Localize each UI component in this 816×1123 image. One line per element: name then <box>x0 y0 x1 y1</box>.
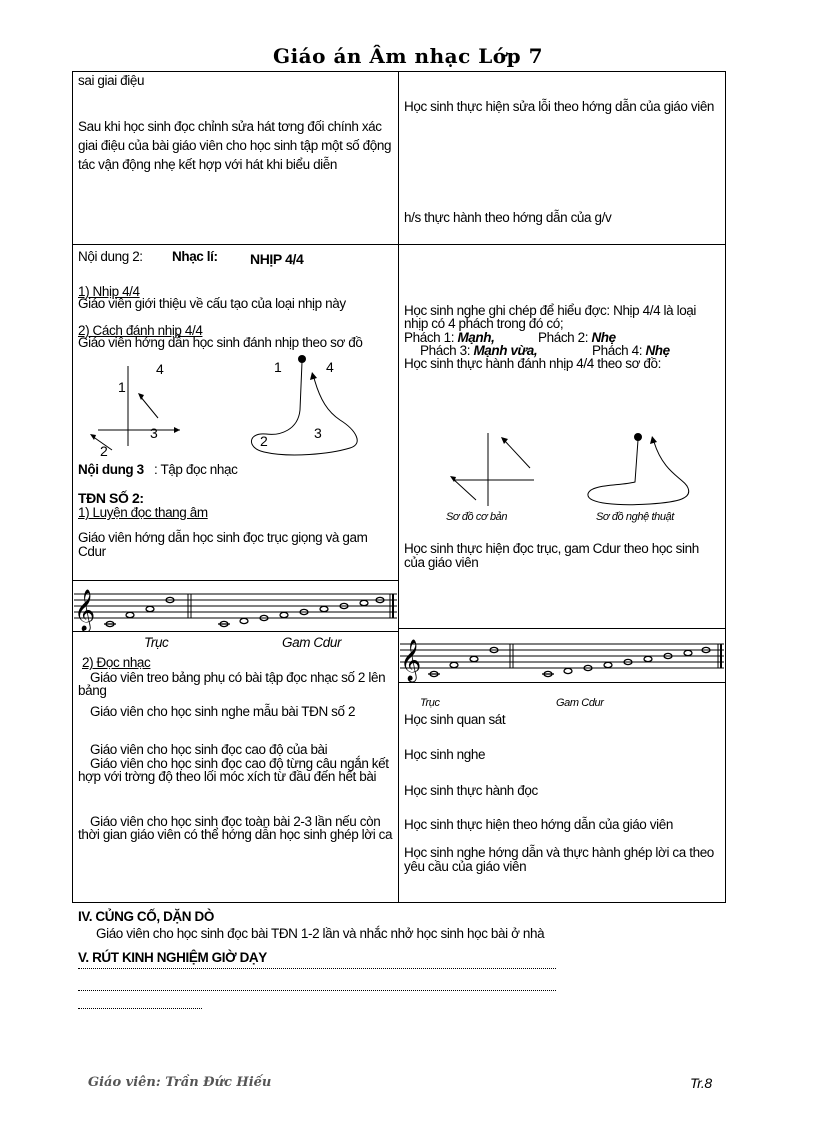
staff-right <box>398 628 726 683</box>
row1-left-line1: sai giai điệu <box>78 73 145 88</box>
footer-teacher: Giáo viên: Trần Đức Hiếu <box>88 1075 272 1090</box>
row1-right-paragraph2: h/s thực hành theo hớng dẫn của g/v <box>404 210 612 225</box>
beat-label-3: 3 <box>150 425 158 441</box>
staff-right-label-axis: Trục <box>420 697 440 709</box>
rhythm-title: NHỊP 4/4 <box>250 251 304 267</box>
beat-diagram-artistic <box>240 350 370 460</box>
read-para3: Giáo viên cho học sinh đọc cao độ của bài <box>90 742 328 757</box>
table-border-right <box>725 71 726 903</box>
treble-clef-icon: 𝄞 <box>74 590 96 631</box>
read-para2: Giáo viên cho học sinh nghe mẫu bài TĐN số 2 <box>90 704 356 719</box>
beat-label-1: 1 <box>118 379 126 395</box>
notes-line-3 <box>78 1008 202 1009</box>
item1-text: Giáo viên giới thiệu về cấu tạo của loại nhịp này <box>78 296 346 311</box>
item2-text: Giáo viên hớng dẫn học sinh đánh nhịp theo sơ đồ <box>78 335 363 350</box>
scale-text: Giáo viên hớng dẫn học sinh đọc trục giọng và gam Cdur <box>78 530 368 559</box>
section5-title: V. RÚT KINH NGHIỆM GIỜ DẠY <box>78 950 267 965</box>
table-border-top <box>72 71 726 72</box>
beat4-label: Phách 4: Nhẹ <box>592 343 670 358</box>
beat2-label: Phách 2: Nhẹ <box>538 330 616 345</box>
section4-title: IV. CỦNG CỐ, DẶN DÒ <box>78 909 214 924</box>
staff-left-label-axis: Trục <box>144 635 169 650</box>
row1-left-paragraph: Sau khi học sinh đọc chỉnh sửa hát tơng đối chính xác giai điệu của bài giáo viên cho học sinh tập một số động tác vận động nhẹ kết hợp với hát khi biểu diễn <box>78 119 392 172</box>
notes-line-1 <box>78 968 556 969</box>
beat1-label: Phách 1: Mạnh, <box>404 330 495 345</box>
beat-diagram-basic-right <box>446 428 556 513</box>
read-para5: Giáo viên cho học sinh đọc toàn bài 2-3 lần nếu còn thời gian giáo viên có thể hớng dẫn học sinh ghép lời ca <box>78 814 393 842</box>
table-border-left <box>72 71 73 903</box>
read-heading: 2) Đọc nhạc <box>82 655 151 670</box>
content3-text: : Tập đọc nhạc <box>154 462 238 477</box>
notes-line-2 <box>78 990 556 991</box>
beat-label-2: 2 <box>100 443 108 458</box>
footer-page-number: Tr.8 <box>690 1075 712 1091</box>
item1-heading: 1) Nhịp 4/4 <box>78 284 140 299</box>
row1-right-paragraph1: Học sinh thực hiện sửa lỗi theo hớng dẫn của giáo viên <box>404 99 715 114</box>
art-beat-label-4: 4 <box>326 359 334 375</box>
scale-heading: 1) Luyện đọc thang âm <box>78 505 208 520</box>
art-beat-label-2: 2 <box>260 433 268 449</box>
row2-right-para2: Học sinh thực hành đánh nhịp 4/4 theo sơ đồ: <box>404 356 661 371</box>
table-row-divider <box>72 244 726 245</box>
content3-label: Nội dung 3 <box>78 462 144 477</box>
diagram-basic-caption: Sơ đồ cơ bản <box>446 511 508 523</box>
beat3-label: Phách 3: Mạnh vừa, <box>420 343 538 358</box>
table-column-divider <box>398 71 399 903</box>
beat-label-4: 4 <box>156 361 164 377</box>
row2-right-practice: Học sinh thực hành đọc <box>404 783 538 798</box>
art-beat-label-1: 1 <box>274 359 282 375</box>
beat-diagram-art-right <box>580 430 695 510</box>
row2-right-follow: Học sinh thực hiện theo hớng dẫn của giáo viên <box>404 817 673 832</box>
read-para4: Giáo viên cho học sinh đọc cao độ từng câu ngắn kết hợp với trờng độ theo lối móc xích từ đầu đến hết bài <box>78 756 389 784</box>
row2-right-para3: Học sinh thực hiện đọc trục, gam Cdur theo học sinh của giáo viên <box>404 541 699 570</box>
read-para1: Giáo viên treo bảng phụ có bài tập đọc nhạc số 2 lên bảng <box>78 670 386 698</box>
music-theory-label: Nhạc lí: <box>172 249 218 264</box>
row2-right-lyrics: Học sinh nghe hớng dẫn và thực hành ghép lời ca theo yêu cầu của giáo viên <box>404 845 714 874</box>
beat-diagram-basic <box>84 358 204 458</box>
section4-text: Giáo viên cho học sinh đọc bài TĐN 1-2 lần và nhắc nhở học sinh học bài ở nhà <box>96 926 545 941</box>
treble-clef-icon-right: 𝄞 <box>400 640 422 681</box>
staff-right-label-scale: Gam Cdur <box>556 697 604 709</box>
diagram-art-caption: Sơ đồ nghệ thuật <box>596 511 674 523</box>
table-border-bottom <box>72 902 726 903</box>
content2-label: Nội dung 2: <box>78 249 143 264</box>
staff-left-label-scale: Gam Cdur <box>282 635 342 650</box>
art-beat-label-3: 3 <box>314 425 322 441</box>
tdn-title: TĐN SỐ 2: <box>78 490 144 506</box>
row2-right-observe: Học sinh quan sát <box>404 712 506 727</box>
row2-right-listen: Học sinh nghe <box>404 747 486 762</box>
page-title: Giáo án Âm nhạc Lớp 7 <box>273 44 543 68</box>
row2-right-para1: Học sinh nghe ghi chép để hiểu đợc: Nhịp 4/4 là loại nhịp có 4 phách trong đó có; <box>404 303 697 331</box>
item2-heading: 2) Cách đánh nhịp 4/4 <box>78 323 203 338</box>
staff-left <box>72 580 399 632</box>
